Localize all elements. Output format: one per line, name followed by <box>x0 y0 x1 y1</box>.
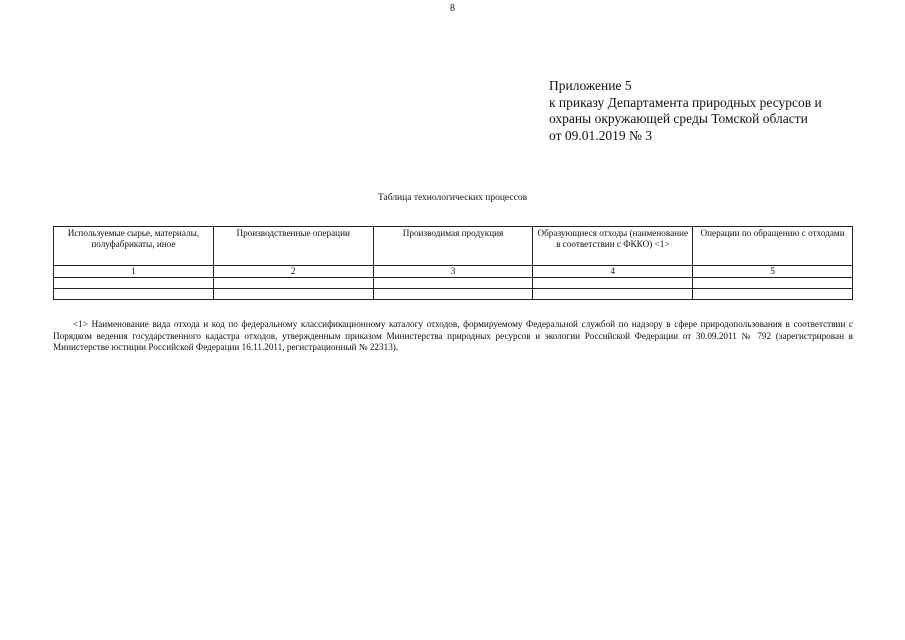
table-cell <box>54 288 214 299</box>
appendix-header <box>549 78 822 144</box>
header-production-operations: Производственные операции <box>213 227 373 266</box>
table-title: Таблица технологических процессов <box>377 193 528 203</box>
header-raw-materials: Используемые сырье, материалы, полуфабрикаты, иное <box>54 227 214 266</box>
table-cell <box>693 277 853 288</box>
table-cell <box>54 277 214 288</box>
header-waste-generated: Образующиеся отходы (наименование в соответствии с ФККО) <1> <box>533 227 693 266</box>
column-number: 1 <box>54 266 214 278</box>
header-products: Производимая продукция <box>373 227 533 266</box>
header-waste-operations: Операции по обращению с отходами <box>693 227 853 266</box>
table-cell <box>213 288 373 299</box>
table-cell <box>533 288 693 299</box>
table-cell <box>373 277 533 288</box>
table-cell <box>373 288 533 299</box>
column-number: 4 <box>533 266 693 278</box>
table-cell <box>533 277 693 288</box>
appendix-department-line: охраны окружающей среды Томской области <box>549 111 808 126</box>
table-cell <box>693 288 853 299</box>
process-table <box>53 226 853 300</box>
column-number: 3 <box>373 266 533 278</box>
appendix-date-line: от 09.01.2019 № 3 <box>549 127 652 143</box>
table-number-row <box>54 266 853 278</box>
table-row <box>54 277 853 288</box>
appendix-title: Приложение 5 <box>549 78 632 93</box>
footnote: <1> Наименование вида отхода и код по федеральному классификационному каталогу отходов, формируемому Федеральной службой по надзору в сфере природопользования в соответствии с Порядком ведения государственного кадастра отходов, утвержденным приказом Министерства природных ресурсов и экологии Российской Федерации от 30.09.2011 № 792 (зарегистрирован в Министерстве юстиции Российской Федерации 16.11.2011, регистрационный № 22313). <box>53 319 853 352</box>
column-number: 5 <box>693 266 853 278</box>
appendix-order-line: к приказу Департамента природных ресурсов и <box>549 94 822 110</box>
table-cell <box>213 277 373 288</box>
table-row <box>54 288 853 299</box>
column-number: 2 <box>213 266 373 278</box>
table-header-row <box>54 227 853 266</box>
page-number: 8 <box>450 3 455 14</box>
